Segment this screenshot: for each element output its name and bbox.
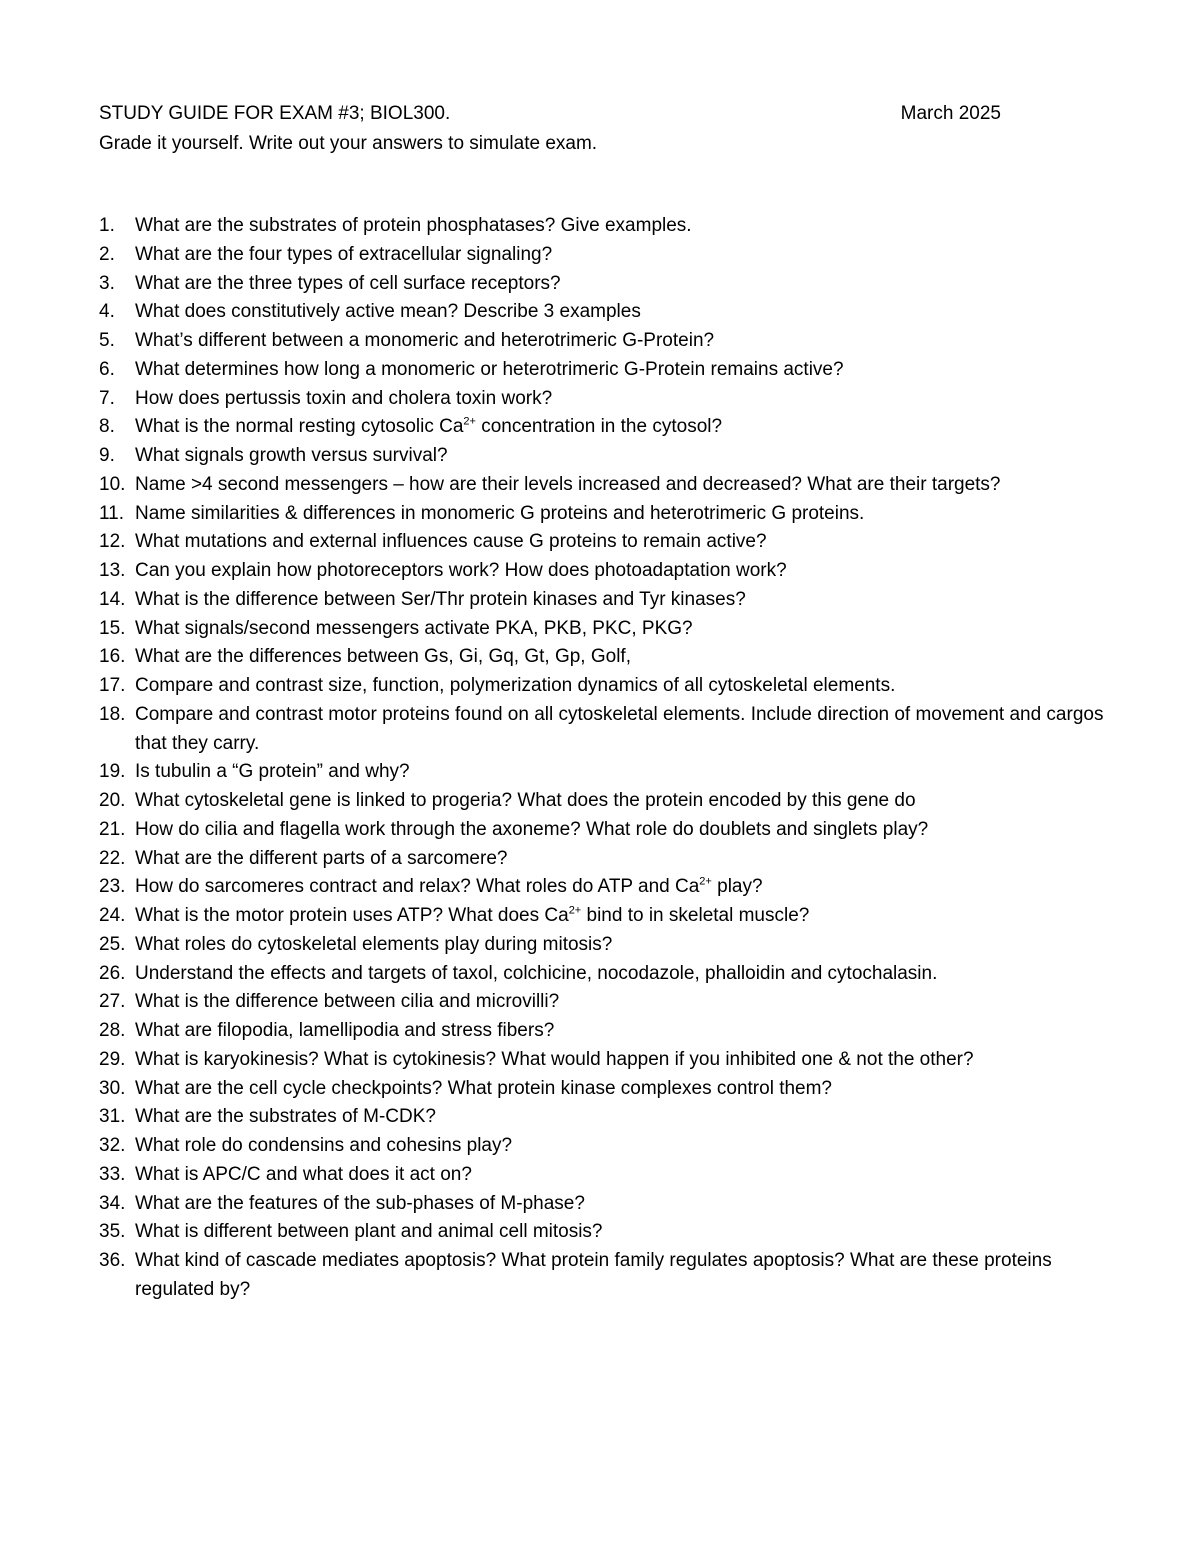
question-item — [99, 270, 1109, 299]
question-text-segment: What determines how long a monomeric or heterotrimeric G-Protein remains active? — [135, 358, 844, 380]
question-item — [99, 931, 1109, 960]
question-text — [135, 902, 1109, 931]
question-text-segment: What are the cell cycle checkpoints? What protein kinase complexes control them? — [135, 1077, 832, 1099]
question-item — [99, 758, 1109, 787]
question-text-segment: Compare and contrast motor proteins found on all cytoskeletal elements. Include direction of movement and cargos that they carry. — [135, 703, 1104, 754]
header-row — [99, 100, 1001, 128]
question-item — [99, 557, 1109, 586]
question-text-segment: What signals growth versus survival? — [135, 445, 448, 466]
question-text-segment: What is the difference between cilia and microvilli? — [135, 991, 560, 1013]
question-text — [135, 1132, 1109, 1161]
question-text — [135, 471, 1109, 500]
question-number: 35. — [99, 1221, 126, 1243]
question-item — [99, 471, 1109, 500]
question-text-segment: What are the three types of cell surface receptors? — [135, 272, 561, 294]
question-number: 6. — [99, 358, 115, 380]
question-item — [99, 442, 1109, 471]
question-text — [135, 1046, 1109, 1075]
question-text — [135, 356, 1109, 385]
document-date: March 2025 — [900, 103, 1001, 124]
question-text-segment: How does pertussis toxin and cholera toxin work? — [135, 387, 553, 409]
question-item — [99, 500, 1109, 529]
question-text — [135, 1075, 1109, 1104]
question-item — [99, 1161, 1109, 1190]
question-number: 30. — [99, 1077, 126, 1099]
question-text-segment: What mutations and external influences cause G proteins to remain active? — [135, 531, 767, 553]
question-item — [99, 385, 1109, 414]
question-text-segment: Name similarities & differences in monomeric G proteins and heterotrimeric G proteins. — [135, 502, 865, 524]
question-item — [99, 1247, 1109, 1305]
question-text — [135, 1247, 1109, 1305]
question-text — [135, 672, 1109, 701]
question-number: 5. — [99, 330, 115, 351]
question-text-segment: What’s different between a monomeric and heterotrimeric G-Protein? — [135, 330, 715, 351]
question-text-segment: What is different between plant and animal cell mitosis? — [135, 1221, 603, 1243]
question-number: 31. — [99, 1106, 126, 1128]
question-text-segment: How do sarcomeres contract and relax? What roles do ATP and Ca — [135, 876, 700, 898]
question-item — [99, 1075, 1109, 1104]
question-text — [135, 931, 1109, 960]
question-number: 34. — [99, 1192, 126, 1214]
question-text-segment: Is tubulin a “G protein” and why? — [135, 761, 410, 783]
question-text — [135, 701, 1109, 759]
question-text-segment: What is karyokinesis? What is cytokinesis? What would happen if you inhibited one & not the other? — [135, 1048, 974, 1070]
question-text — [135, 758, 1109, 787]
question-text-segment: What are filopodia, lamellipodia and stress fibers? — [135, 1020, 555, 1041]
question-text — [135, 615, 1109, 644]
question-item — [99, 413, 1109, 442]
question-text — [135, 1017, 1109, 1046]
question-number: 22. — [99, 847, 126, 869]
question-item — [99, 845, 1109, 874]
question-number: 1. — [99, 215, 115, 236]
question-number: 3. — [99, 272, 115, 294]
question-text — [135, 500, 1109, 529]
question-text-segment: What role do condensins and cohesins play? — [135, 1135, 513, 1156]
question-text-segment: What kind of cascade mediates apoptosis? What protein family regulates apoptosis? What are these proteins regulated by? — [135, 1250, 1052, 1300]
question-text — [135, 442, 1109, 471]
question-item — [99, 873, 1109, 902]
question-text — [135, 212, 1109, 241]
question-text — [135, 960, 1109, 989]
question-text-segment: What is the difference between Ser/Thr protein kinases and Tyr kinases? — [135, 588, 746, 610]
superscript-charge: 2+ — [568, 904, 582, 917]
question-text-segment: Compare and contrast size, function, polymerization dynamics of all cytoskeletal elements. — [135, 675, 896, 696]
question-text — [135, 988, 1109, 1017]
question-text-segment: concentration in the cytosol? — [475, 416, 723, 438]
question-number: 12. — [99, 531, 126, 553]
question-text — [135, 298, 1109, 327]
question-item — [99, 298, 1109, 327]
question-text — [135, 1218, 1109, 1247]
question-item — [99, 787, 1109, 816]
question-text — [135, 1161, 1109, 1190]
question-number: 25. — [99, 933, 126, 955]
question-number: 28. — [99, 1020, 126, 1041]
question-number: 8. — [99, 416, 115, 438]
question-text-segment: What cytoskeletal gene is linked to progeria? What does the protein encoded by this gene do — [135, 790, 916, 811]
question-item — [99, 212, 1109, 241]
question-text — [135, 557, 1109, 586]
question-text-segment: What is the normal resting cytosolic Ca — [135, 416, 464, 438]
question-number: 16. — [99, 646, 126, 668]
document-title: STUDY GUIDE FOR EXAM #3; BIOL300. — [99, 103, 451, 124]
question-item — [99, 960, 1109, 989]
question-item — [99, 643, 1109, 672]
question-item — [99, 701, 1109, 759]
question-text-segment: What roles do cytoskeletal elements play during mitosis? — [135, 933, 613, 955]
question-number: 26. — [99, 962, 126, 984]
question-number: 24. — [99, 905, 126, 926]
question-text-segment: What are the differences between Gs, Gi, Gq, Gt, Gp, Golf, — [135, 646, 631, 668]
question-number: 20. — [99, 790, 126, 811]
question-text-segment: Understand the effects and targets of taxol, colchicine, nocodazole, phalloidin and cytochalasin. — [135, 962, 938, 984]
question-number: 33. — [99, 1163, 126, 1185]
question-text-segment: What signals/second messengers activate PKA, PKB, PKC, PKG? — [135, 617, 693, 639]
question-item — [99, 1190, 1109, 1219]
question-number: 2. — [99, 243, 115, 265]
superscript-charge: 2+ — [463, 415, 476, 428]
question-item — [99, 1017, 1109, 1046]
question-text — [135, 873, 1109, 902]
question-number: 23. — [99, 876, 126, 898]
question-text-segment: What are the substrates of M-CDK? — [135, 1106, 436, 1128]
question-number: 17. — [99, 675, 126, 696]
question-number: 27. — [99, 991, 126, 1013]
question-text — [135, 845, 1109, 874]
question-text — [135, 413, 1109, 442]
question-number: 36. — [99, 1250, 126, 1271]
question-number: 15. — [99, 617, 126, 639]
question-text-segment: bind to in skeletal muscle? — [581, 905, 810, 926]
question-text-segment: What are the different parts of a sarcomere? — [135, 847, 508, 869]
question-item — [99, 1046, 1109, 1075]
question-number: 4. — [99, 301, 115, 323]
question-number: 32. — [99, 1135, 126, 1156]
question-number: 21. — [99, 818, 126, 840]
instructions-line: Grade it yourself. Write out your answers to simulate exam. — [99, 133, 598, 154]
question-item — [99, 241, 1109, 270]
question-text-segment: play? — [711, 876, 763, 898]
question-text — [135, 241, 1109, 270]
question-text-segment: What is the motor protein uses ATP? What does Ca — [135, 905, 569, 926]
question-item — [99, 1132, 1109, 1161]
question-list — [99, 212, 1109, 1305]
question-text — [135, 528, 1109, 557]
question-item — [99, 528, 1109, 557]
question-text — [135, 1190, 1109, 1219]
question-text — [135, 816, 1109, 845]
question-text — [135, 787, 1109, 816]
question-number: 29. — [99, 1048, 126, 1070]
question-text-segment: What are the four types of extracellular signaling? — [135, 243, 553, 265]
question-text-segment: What are the substrates of protein phosphatases? Give examples. — [135, 215, 692, 236]
question-item — [99, 586, 1109, 615]
question-text-segment: What are the features of the sub-phases of M-phase? — [135, 1192, 585, 1214]
question-number: 7. — [99, 387, 115, 409]
question-number: 11. — [99, 502, 125, 524]
question-item — [99, 816, 1109, 845]
question-number: 10. — [99, 473, 126, 495]
question-text — [135, 586, 1109, 615]
question-item — [99, 356, 1109, 385]
question-text — [135, 270, 1109, 299]
question-item — [99, 327, 1109, 356]
question-text — [135, 327, 1109, 356]
question-number: 18. — [99, 703, 126, 725]
question-number: 14. — [99, 588, 126, 610]
question-item — [99, 615, 1109, 644]
question-item — [99, 1103, 1109, 1132]
question-text-segment: How do cilia and flagella work through the axoneme? What role do doublets and singlets play? — [135, 818, 929, 840]
question-text-segment: Name >4 second messengers – how are their levels increased and decreased? What are their targets? — [135, 473, 1001, 495]
question-item — [99, 902, 1109, 931]
question-number: 9. — [99, 445, 115, 466]
question-text-segment: What is APC/C and what does it act on? — [135, 1163, 472, 1185]
question-text-segment: Can you explain how photoreceptors work? How does photoadaptation work? — [135, 560, 787, 581]
question-item — [99, 672, 1109, 701]
superscript-charge: 2+ — [699, 875, 712, 888]
question-text — [135, 643, 1109, 672]
question-number: 19. — [99, 761, 126, 783]
question-number: 13. — [99, 560, 126, 581]
question-item — [99, 988, 1109, 1017]
question-text-segment: What does constitutively active mean? Describe 3 examples — [135, 301, 641, 323]
question-text — [135, 385, 1109, 414]
question-text — [135, 1103, 1109, 1132]
question-item — [99, 1218, 1109, 1247]
